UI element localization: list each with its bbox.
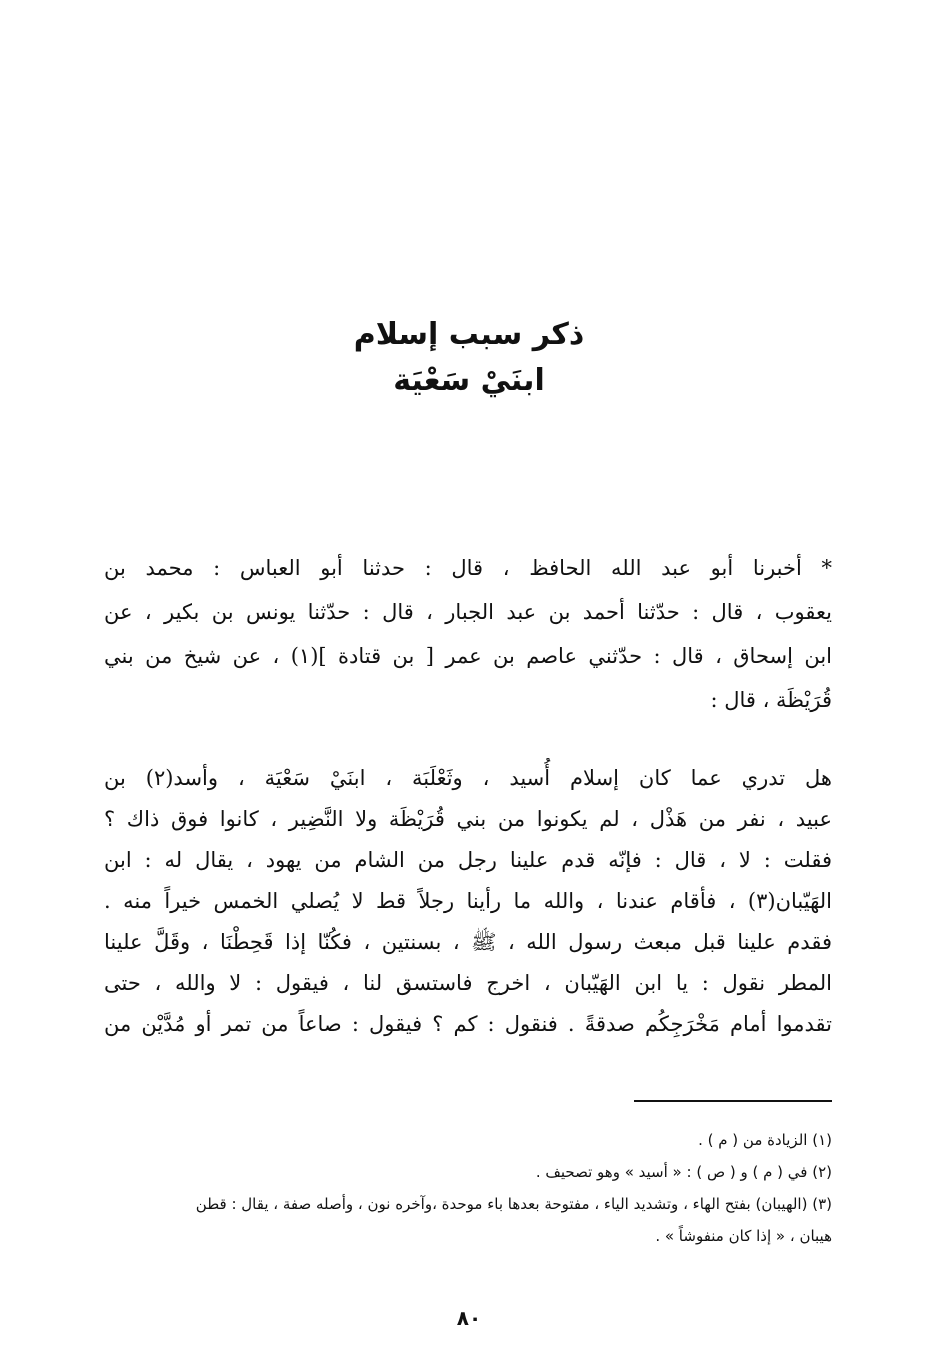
isnad-line: ابن إسحاق ، قال : حدّثني عاصم بن عمر [ بن قتادة ](١) ، عن شيخ من بني	[104, 644, 832, 668]
narrative-paragraph	[104, 758, 832, 1045]
page-number: ٨٠	[456, 1306, 482, 1330]
footnote-2: (٢) في ( م ) و ( ص ) : « أسيد » وهو تصحيف .	[535, 1163, 832, 1181]
narrative-line: عبيد ، نفر من هَذْل ، لم يكونوا من بني قُرَيْظَة ولا النَّضِير ، كانوا فوق ذاك ؟	[104, 807, 832, 831]
isnad-line: * أخبرنا أبو عبد الله الحافظ ، قال : حدثنا أبو العباس : محمد بن	[104, 556, 832, 580]
footnote-3-continued: هيبان ، « إذا كان منفوشاً » .	[655, 1227, 832, 1245]
chapter-title-line-2: ابنَيْ سَعْيَة	[393, 363, 545, 398]
footnotes	[104, 1124, 832, 1252]
footnote-1: (١) الزيادة من ( م ) .	[698, 1131, 832, 1149]
chapter-title-line-1: ذكر سبب إسلام	[353, 317, 585, 352]
footnote-separator	[634, 1100, 832, 1102]
isnad-line: يعقوب ، قال : حدّثنا أحمد بن عبد الجبار ، قال : حدّثنا يونس بن بكير ، عن	[104, 600, 832, 624]
narrative-line: هل تدري عما كان إسلام أُسيد ، وثَعْلَبَة ، ابنَيْ سَعْيَة ، وأسد(٢) بن	[104, 766, 832, 790]
narrative-line: تقدموا أمام مَخْرَجِكُم صدقةً . فنقول : كم ؟ فيقول : صاعاً من تمر أو مُدَّيْن من	[104, 1012, 832, 1036]
narrative-line: فقلت : لا ، قال : فإنّه قدم علينا رجل من الشام من يهود ، يقال له : ابن	[104, 848, 832, 872]
chapter-title	[0, 312, 938, 404]
narrative-line: فقدم علينا قبل مبعث رسول الله ، ﷺ ، بسنتين ، فكُنّا إذا قَحِطْنَا ، وقَلَّ علينا	[104, 930, 832, 954]
isnad-paragraph	[104, 546, 832, 722]
narrative-line: المطر نقول : يا ابن الهَيّبان ، اخرج فاستسق لنا ، فيقول : لا والله ، حتى	[104, 971, 832, 995]
narrative-line: الهَيّبان(٣) ، فأقام عندنا ، والله ما رأينا رجلاً قط لا يُصلي الخمس خيراً منه .	[104, 889, 832, 913]
isnad-line: قُرَيْظَة ، قال :	[710, 688, 832, 712]
footnote-3: (٣) (الهيبان) بفتح الهاء ، وتشديد الياء ، مفتوحة بعدها باء موحدة ،وآخره نون ، وأصله صفة ، يقال : قطن	[195, 1195, 832, 1213]
